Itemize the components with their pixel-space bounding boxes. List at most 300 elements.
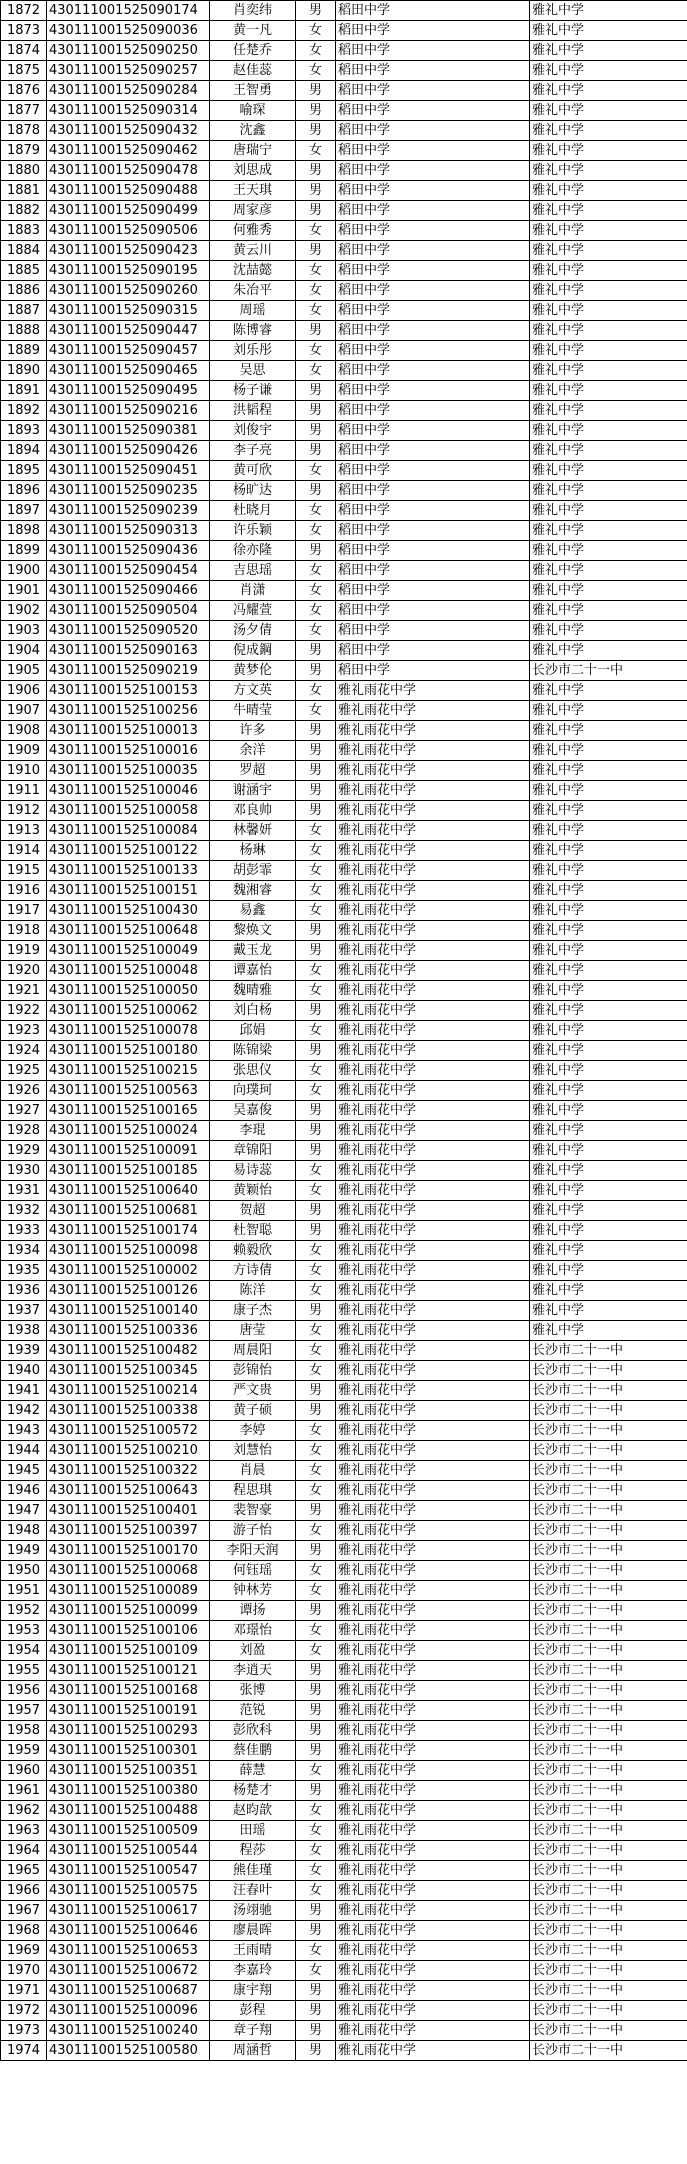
student-number-cell: 430111001525100380: [47, 1781, 210, 1801]
primary-school-cell: 雅礼雨花中学: [336, 1381, 530, 1401]
student-number-cell: 430111001525100240: [47, 2021, 210, 2041]
row-index-cell: 1934: [1, 1241, 47, 1261]
primary-school-cell: 稻田中学: [336, 221, 530, 241]
primary-school-cell: 稻田中学: [336, 61, 530, 81]
gender-cell: 男: [296, 81, 336, 101]
student-name-cell: 许乐颖: [210, 521, 296, 541]
gender-cell: 女: [296, 521, 336, 541]
primary-school-cell: 雅礼雨花中学: [336, 1721, 530, 1741]
student-number-cell: 430111001525090457: [47, 341, 210, 361]
primary-school-cell: 稻田中学: [336, 1, 530, 21]
table-row: [1, 1561, 687, 1581]
primary-school-cell: 稻田中学: [336, 501, 530, 521]
primary-school-cell: 雅礼雨花中学: [336, 1081, 530, 1101]
primary-school-cell: 雅礼雨花中学: [336, 1681, 530, 1701]
primary-school-cell: 雅礼雨花中学: [336, 841, 530, 861]
table-row: [1, 1781, 687, 1801]
table-row: [1, 261, 687, 281]
table-row: [1, 441, 687, 461]
row-index-cell: 1913: [1, 821, 47, 841]
primary-school-cell: 雅礼雨花中学: [336, 1021, 530, 1041]
student-number-cell: 430111001525100174: [47, 1221, 210, 1241]
row-index-cell: 1887: [1, 301, 47, 321]
primary-school-cell: 雅礼雨花中学: [336, 881, 530, 901]
table-row: [1, 1961, 687, 1981]
student-number-cell: 430111001525090036: [47, 21, 210, 41]
row-index-cell: 1888: [1, 321, 47, 341]
table-row: [1, 661, 687, 681]
table-row: [1, 1921, 687, 1941]
table-row: [1, 1041, 687, 1061]
admitted-school-cell: 长沙市二十一中: [530, 2021, 687, 2041]
table-body: [1, 1, 687, 2061]
gender-cell: 男: [296, 1141, 336, 1161]
student-name-cell: 王智勇: [210, 81, 296, 101]
student-name-cell: 任楚乔: [210, 41, 296, 61]
row-index-cell: 1933: [1, 1221, 47, 1241]
gender-cell: 男: [296, 661, 336, 681]
table-row: [1, 381, 687, 401]
table-row: [1, 1981, 687, 2001]
primary-school-cell: 稻田中学: [336, 661, 530, 681]
primary-school-cell: 雅礼雨花中学: [336, 1061, 530, 1081]
admitted-school-cell: 雅礼中学: [530, 161, 687, 181]
primary-school-cell: 雅礼雨花中学: [336, 1661, 530, 1681]
primary-school-cell: 雅礼雨花中学: [336, 1981, 530, 2001]
table-row: [1, 801, 687, 821]
row-index-cell: 1906: [1, 681, 47, 701]
admitted-school-cell: 雅礼中学: [530, 341, 687, 361]
gender-cell: 女: [296, 821, 336, 841]
table-row: [1, 1821, 687, 1841]
gender-cell: 男: [296, 1301, 336, 1321]
student-number-cell: 430111001525100151: [47, 881, 210, 901]
row-index-cell: 1930: [1, 1161, 47, 1181]
row-index-cell: 1938: [1, 1321, 47, 1341]
row-index-cell: 1961: [1, 1781, 47, 1801]
primary-school-cell: 雅礼雨花中学: [336, 1501, 530, 1521]
admitted-school-cell: 雅礼中学: [530, 961, 687, 981]
gender-cell: 女: [296, 261, 336, 281]
gender-cell: 男: [296, 921, 336, 941]
table-row: [1, 1221, 687, 1241]
student-number-cell: 430111001525100180: [47, 1041, 210, 1061]
primary-school-cell: 雅礼雨花中学: [336, 1581, 530, 1601]
student-name-cell: 张思仪: [210, 1061, 296, 1081]
student-number-cell: 430111001525100084: [47, 821, 210, 841]
primary-school-cell: 稻田中学: [336, 421, 530, 441]
student-name-cell: 钟林芳: [210, 1581, 296, 1601]
admitted-school-cell: 雅礼中学: [530, 1141, 687, 1161]
primary-school-cell: 稻田中学: [336, 521, 530, 541]
row-index-cell: 1945: [1, 1461, 47, 1481]
primary-school-cell: 雅礼雨花中学: [336, 921, 530, 941]
row-index-cell: 1963: [1, 1821, 47, 1841]
admitted-school-cell: 雅礼中学: [530, 721, 687, 741]
table-row: [1, 121, 687, 141]
primary-school-cell: 稻田中学: [336, 281, 530, 301]
row-index-cell: 1872: [1, 1, 47, 21]
admitted-school-cell: 长沙市二十一中: [530, 1901, 687, 1921]
gender-cell: 女: [296, 1341, 336, 1361]
primary-school-cell: 雅礼雨花中学: [336, 2021, 530, 2041]
table-row: [1, 501, 687, 521]
student-number-cell: 430111001525100140: [47, 1301, 210, 1321]
table-row: [1, 281, 687, 301]
admitted-school-cell: 长沙市二十一中: [530, 1861, 687, 1881]
primary-school-cell: 雅礼雨花中学: [336, 1561, 530, 1581]
gender-cell: 女: [296, 701, 336, 721]
row-index-cell: 1878: [1, 121, 47, 141]
student-number-cell: 430111001525090216: [47, 401, 210, 421]
row-index-cell: 1952: [1, 1601, 47, 1621]
primary-school-cell: 雅礼雨花中学: [336, 761, 530, 781]
row-index-cell: 1940: [1, 1361, 47, 1381]
table-row: [1, 961, 687, 981]
table-row: [1, 641, 687, 661]
primary-school-cell: 雅礼雨花中学: [336, 1621, 530, 1641]
gender-cell: 女: [296, 281, 336, 301]
table-row: [1, 841, 687, 861]
gender-cell: 男: [296, 441, 336, 461]
primary-school-cell: 雅礼雨花中学: [336, 1361, 530, 1381]
student-number-cell: 430111001525100301: [47, 1741, 210, 1761]
table-row: [1, 1061, 687, 1081]
gender-cell: 男: [296, 1201, 336, 1221]
table-row: [1, 1541, 687, 1561]
primary-school-cell: 雅礼雨花中学: [336, 1821, 530, 1841]
table-row: [1, 1521, 687, 1541]
student-name-cell: 彭程: [210, 2001, 296, 2021]
gender-cell: 女: [296, 1461, 336, 1481]
student-number-cell: 430111001525100050: [47, 981, 210, 1001]
student-name-cell: 吴嘉俊: [210, 1101, 296, 1121]
row-index-cell: 1959: [1, 1741, 47, 1761]
student-name-cell: 唐莹: [210, 1321, 296, 1341]
primary-school-cell: 雅礼雨花中学: [336, 1221, 530, 1241]
row-index-cell: 1921: [1, 981, 47, 1001]
primary-school-cell: 雅礼雨花中学: [336, 1781, 530, 1801]
admitted-school-cell: 长沙市二十一中: [530, 1881, 687, 1901]
table-row: [1, 1721, 687, 1741]
student-name-cell: 周家彦: [210, 201, 296, 221]
student-number-cell: 430111001525100035: [47, 761, 210, 781]
student-name-cell: 谭嘉怡: [210, 961, 296, 981]
admitted-school-cell: 雅礼中学: [530, 1101, 687, 1121]
student-name-cell: 何雅秀: [210, 221, 296, 241]
student-number-cell: 430111001525090195: [47, 261, 210, 281]
primary-school-cell: 雅礼雨花中学: [336, 1141, 530, 1161]
admitted-school-cell: 雅礼中学: [530, 801, 687, 821]
student-number-cell: 430111001525100640: [47, 1181, 210, 1201]
gender-cell: 男: [296, 1041, 336, 1061]
table-row: [1, 1, 687, 21]
admitted-school-cell: 长沙市二十一中: [530, 1721, 687, 1741]
table-row: [1, 1801, 687, 1821]
student-number-cell: 430111001525090432: [47, 121, 210, 141]
gender-cell: 女: [296, 581, 336, 601]
admitted-school-cell: 雅礼中学: [530, 541, 687, 561]
primary-school-cell: 稻田中学: [336, 121, 530, 141]
table-row: [1, 461, 687, 481]
primary-school-cell: 稻田中学: [336, 561, 530, 581]
row-index-cell: 1973: [1, 2021, 47, 2041]
student-number-cell: 430111001525100170: [47, 1541, 210, 1561]
row-index-cell: 1971: [1, 1981, 47, 2001]
row-index-cell: 1935: [1, 1261, 47, 1281]
admitted-school-cell: 雅礼中学: [530, 1241, 687, 1261]
admitted-school-cell: 雅礼中学: [530, 1201, 687, 1221]
admitted-school-cell: 长沙市二十一中: [530, 1921, 687, 1941]
student-number-cell: 430111001525090488: [47, 181, 210, 201]
admitted-school-cell: 长沙市二十一中: [530, 1621, 687, 1641]
row-index-cell: 1905: [1, 661, 47, 681]
table-row: [1, 1281, 687, 1301]
admitted-school-cell: 长沙市二十一中: [530, 1561, 687, 1581]
gender-cell: 男: [296, 1121, 336, 1141]
gender-cell: 女: [296, 1821, 336, 1841]
row-index-cell: 1964: [1, 1841, 47, 1861]
table-row: [1, 821, 687, 841]
student-number-cell: 430111001525090436: [47, 541, 210, 561]
row-index-cell: 1885: [1, 261, 47, 281]
student-name-cell: 裴智豪: [210, 1501, 296, 1521]
table-row: [1, 1641, 687, 1661]
row-index-cell: 1899: [1, 541, 47, 561]
primary-school-cell: 稻田中学: [336, 21, 530, 41]
student-name-cell: 赵佳蕊: [210, 61, 296, 81]
student-name-cell: 彭锦怡: [210, 1361, 296, 1381]
table-row: [1, 1321, 687, 1341]
student-number-cell: 430111001525090447: [47, 321, 210, 341]
primary-school-cell: 雅礼雨花中学: [336, 781, 530, 801]
admitted-school-cell: 雅礼中学: [530, 521, 687, 541]
gender-cell: 男: [296, 1101, 336, 1121]
student-name-cell: 赵昀歆: [210, 1801, 296, 1821]
row-index-cell: 1956: [1, 1681, 47, 1701]
row-index-cell: 1968: [1, 1921, 47, 1941]
admitted-school-cell: 雅礼中学: [530, 1301, 687, 1321]
student-name-cell: 黄梦伦: [210, 661, 296, 681]
primary-school-cell: 雅礼雨花中学: [336, 1761, 530, 1781]
gender-cell: 男: [296, 381, 336, 401]
table-row: [1, 1461, 687, 1481]
gender-cell: 男: [296, 801, 336, 821]
admitted-school-cell: 长沙市二十一中: [530, 2001, 687, 2021]
gender-cell: 女: [296, 41, 336, 61]
student-name-cell: 李逍天: [210, 1661, 296, 1681]
student-name-cell: 黄可欣: [210, 461, 296, 481]
admitted-school-cell: 雅礼中学: [530, 41, 687, 61]
admitted-school-cell: 长沙市二十一中: [530, 1741, 687, 1761]
row-index-cell: 1882: [1, 201, 47, 221]
row-index-cell: 1889: [1, 341, 47, 361]
admitted-school-cell: 长沙市二十一中: [530, 1681, 687, 1701]
row-index-cell: 1916: [1, 881, 47, 901]
admitted-school-cell: 长沙市二十一中: [530, 1661, 687, 1681]
gender-cell: 男: [296, 481, 336, 501]
row-index-cell: 1886: [1, 281, 47, 301]
student-name-cell: 李子亮: [210, 441, 296, 461]
student-number-cell: 430111001525090381: [47, 421, 210, 441]
student-name-cell: 李嘉玲: [210, 1961, 296, 1981]
admitted-school-cell: 雅礼中学: [530, 1281, 687, 1301]
gender-cell: 男: [296, 1901, 336, 1921]
student-name-cell: 易诗蕊: [210, 1161, 296, 1181]
student-number-cell: 430111001525100106: [47, 1621, 210, 1641]
student-number-cell: 430111001525090239: [47, 501, 210, 521]
student-name-cell: 戴玉龙: [210, 941, 296, 961]
student-name-cell: 唐瑞宁: [210, 141, 296, 161]
student-number-cell: 430111001525090478: [47, 161, 210, 181]
student-number-cell: 430111001525090257: [47, 61, 210, 81]
admitted-school-cell: 长沙市二十一中: [530, 1801, 687, 1821]
admitted-school-cell: 雅礼中学: [530, 741, 687, 761]
row-index-cell: 1874: [1, 41, 47, 61]
student-number-cell: 430111001525100109: [47, 1641, 210, 1661]
student-name-cell: 李阳天润: [210, 1541, 296, 1561]
student-name-cell: 彭欣科: [210, 1721, 296, 1741]
primary-school-cell: 雅礼雨花中学: [336, 961, 530, 981]
gender-cell: 男: [296, 1661, 336, 1681]
gender-cell: 女: [296, 601, 336, 621]
primary-school-cell: 雅礼雨花中学: [336, 1901, 530, 1921]
gender-cell: 男: [296, 201, 336, 221]
student-name-cell: 李婷: [210, 1421, 296, 1441]
primary-school-cell: 雅礼雨花中学: [336, 1241, 530, 1261]
primary-school-cell: 雅礼雨花中学: [336, 821, 530, 841]
table-row: [1, 1421, 687, 1441]
student-number-cell: 430111001525100646: [47, 1921, 210, 1941]
admitted-school-cell: 长沙市二十一中: [530, 1461, 687, 1481]
student-number-cell: 430111001525100191: [47, 1701, 210, 1721]
student-number-cell: 430111001525100210: [47, 1441, 210, 1461]
student-name-cell: 田瑶: [210, 1821, 296, 1841]
admitted-school-cell: 长沙市二十一中: [530, 1821, 687, 1841]
admitted-school-cell: 雅礼中学: [530, 921, 687, 941]
student-name-cell: 方诗倩: [210, 1261, 296, 1281]
student-name-cell: 贺超: [210, 1201, 296, 1221]
student-number-cell: 430111001525100133: [47, 861, 210, 881]
row-index-cell: 1877: [1, 101, 47, 121]
gender-cell: 女: [296, 1881, 336, 1901]
student-number-cell: 430111001525100430: [47, 901, 210, 921]
table-row: [1, 721, 687, 741]
gender-cell: 女: [296, 1061, 336, 1081]
admitted-school-cell: 长沙市二十一中: [530, 1481, 687, 1501]
admitted-school-cell: 雅礼中学: [530, 241, 687, 261]
row-index-cell: 1931: [1, 1181, 47, 1201]
table-row: [1, 1301, 687, 1321]
admitted-school-cell: 长沙市二十一中: [530, 2041, 687, 2061]
row-index-cell: 1927: [1, 1101, 47, 1121]
row-index-cell: 1932: [1, 1201, 47, 1221]
student-name-cell: 赖毅欣: [210, 1241, 296, 1261]
gender-cell: 男: [296, 241, 336, 261]
student-number-cell: 430111001525100098: [47, 1241, 210, 1261]
gender-cell: 女: [296, 1761, 336, 1781]
table-row: [1, 1381, 687, 1401]
student-number-cell: 430111001525100049: [47, 941, 210, 961]
admitted-school-cell: 雅礼中学: [530, 1161, 687, 1181]
primary-school-cell: 稻田中学: [336, 461, 530, 481]
student-number-cell: 430111001525090284: [47, 81, 210, 101]
table-row: [1, 401, 687, 421]
student-number-cell: 430111001525090314: [47, 101, 210, 121]
primary-school-cell: 雅礼雨花中学: [336, 1301, 530, 1321]
student-name-cell: 邱娟: [210, 1021, 296, 1041]
student-number-cell: 430111001525090426: [47, 441, 210, 461]
primary-school-cell: 雅礼雨花中学: [336, 1001, 530, 1021]
gender-cell: 男: [296, 1921, 336, 1941]
table-row: [1, 741, 687, 761]
gender-cell: 女: [296, 21, 336, 41]
student-name-cell: 薛慧: [210, 1761, 296, 1781]
primary-school-cell: 稻田中学: [336, 241, 530, 261]
student-name-cell: 王天琪: [210, 181, 296, 201]
student-name-cell: 康宇翔: [210, 1981, 296, 2001]
student-number-cell: 430111001525100091: [47, 1141, 210, 1161]
gender-cell: 男: [296, 161, 336, 181]
student-name-cell: 刘乐彤: [210, 341, 296, 361]
admitted-school-cell: 雅礼中学: [530, 81, 687, 101]
student-number-cell: 430111001525100401: [47, 1501, 210, 1521]
primary-school-cell: 稻田中学: [336, 341, 530, 361]
gender-cell: 男: [296, 1221, 336, 1241]
gender-cell: 男: [296, 2021, 336, 2041]
row-index-cell: 1904: [1, 641, 47, 661]
admitted-school-cell: 雅礼中学: [530, 1, 687, 21]
gender-cell: 男: [296, 1541, 336, 1561]
admitted-school-cell: 长沙市二十一中: [530, 1441, 687, 1461]
primary-school-cell: 稻田中学: [336, 81, 530, 101]
student-number-cell: 430111001525090174: [47, 1, 210, 21]
row-index-cell: 1941: [1, 1381, 47, 1401]
gender-cell: 女: [296, 681, 336, 701]
student-name-cell: 张博: [210, 1681, 296, 1701]
gender-cell: 女: [296, 61, 336, 81]
admitted-school-cell: 长沙市二十一中: [530, 1381, 687, 1401]
admitted-school-cell: 长沙市二十一中: [530, 1521, 687, 1541]
row-index-cell: 1898: [1, 521, 47, 541]
admitted-school-cell: 雅礼中学: [530, 841, 687, 861]
table-row: [1, 161, 687, 181]
admitted-school-cell: 长沙市二十一中: [530, 1961, 687, 1981]
row-index-cell: 1922: [1, 1001, 47, 1021]
primary-school-cell: 稻田中学: [336, 481, 530, 501]
student-number-cell: 430111001525090163: [47, 641, 210, 661]
table-row: [1, 341, 687, 361]
table-row: [1, 1161, 687, 1181]
student-name-cell: 肖潇: [210, 581, 296, 601]
student-name-cell: 章子翔: [210, 2021, 296, 2041]
primary-school-cell: 雅礼雨花中学: [336, 981, 530, 1001]
student-name-cell: 杨楚才: [210, 1781, 296, 1801]
primary-school-cell: 稻田中学: [336, 181, 530, 201]
student-name-cell: 冯耀萱: [210, 601, 296, 621]
row-index-cell: 1912: [1, 801, 47, 821]
row-index-cell: 1950: [1, 1561, 47, 1581]
row-index-cell: 1894: [1, 441, 47, 461]
student-name-cell: 杨子谦: [210, 381, 296, 401]
student-number-cell: 430111001525090504: [47, 601, 210, 621]
student-number-cell: 430111001525100013: [47, 721, 210, 741]
row-index-cell: 1897: [1, 501, 47, 521]
primary-school-cell: 雅礼雨花中学: [336, 1181, 530, 1201]
primary-school-cell: 雅礼雨花中学: [336, 1741, 530, 1761]
student-number-cell: 430111001525100062: [47, 1001, 210, 1021]
primary-school-cell: 雅礼雨花中学: [336, 1281, 530, 1301]
